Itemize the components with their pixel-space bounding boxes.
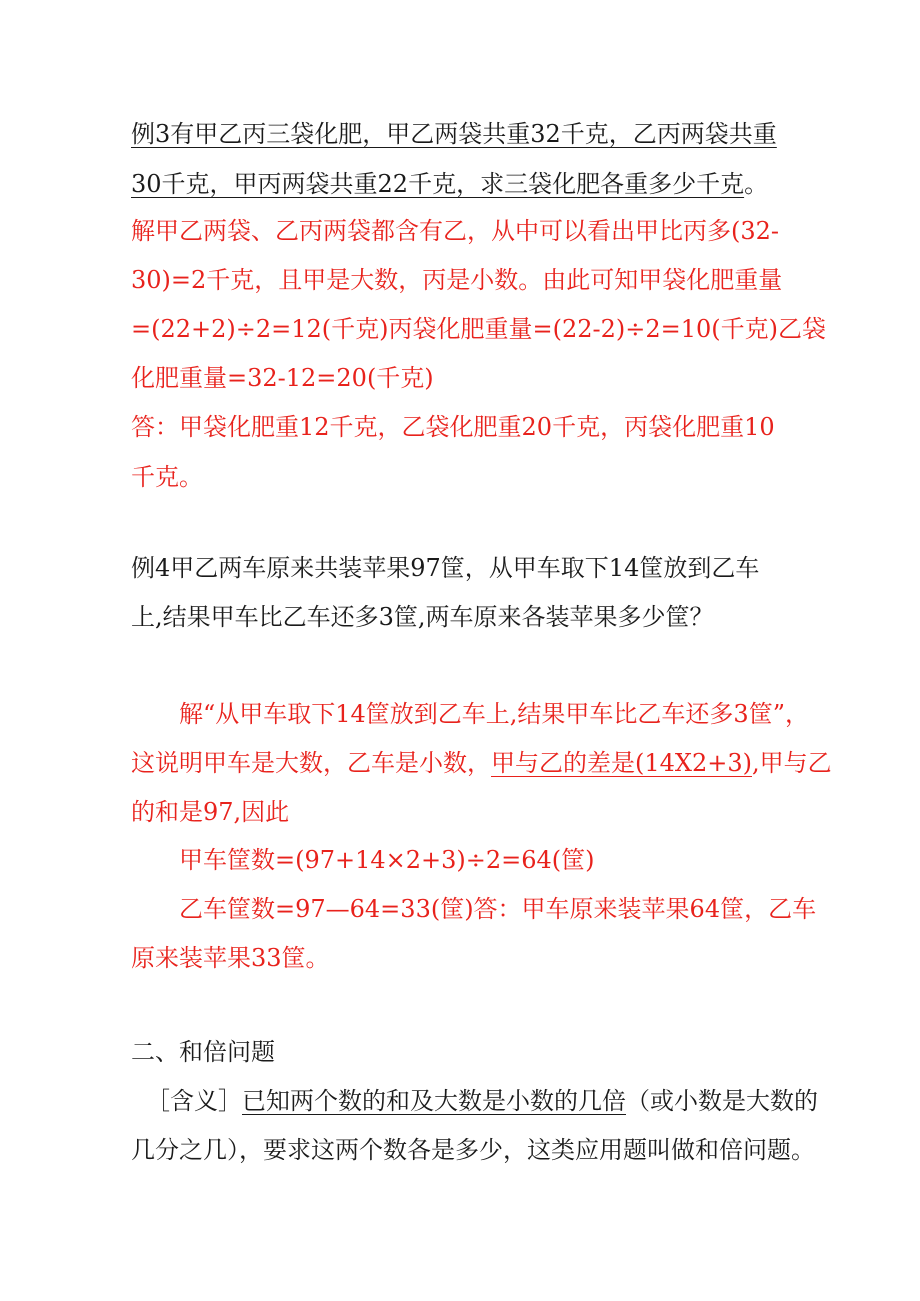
example4-solution-line3: 的和是97,因此 xyxy=(131,798,290,826)
definition-underlined: 已知两个数的和及大数是小数的几倍 xyxy=(242,1087,626,1115)
example4-calc-line1: 甲车筐数=(97+14×2+3)÷2=64(筐) xyxy=(179,846,595,874)
definition-line2: 几分之几），要求这两个数各是多少，这类应用题叫做和倍问题。 xyxy=(131,1136,815,1164)
example3-solution-line4: 化肥重量=32-12=20(千克) xyxy=(131,364,434,392)
example4-problem-line2: 上,结果甲车比乙车还多3筐,两车原来各装苹果多少筐？ xyxy=(131,603,714,631)
example4-solution-line2-a: 这说明甲车是大数，乙车是小数， xyxy=(131,749,491,777)
example3-solution-line3: =(22+2)÷2=12(千克)丙袋化肥重量=(22-2)÷2=10(千克)乙袋 xyxy=(131,315,827,343)
example3-problem-line1: 例3有甲乙丙三袋化肥，甲乙两袋共重32千克，乙丙两袋共重 xyxy=(131,120,777,148)
example4-problem-line1: 例4甲乙两车原来共装苹果97筐，从甲车取下14筐放到乙车 xyxy=(131,554,760,582)
example4-calc-line3: 原来装苹果33筐。 xyxy=(131,944,330,972)
definition-rest: （或小数是大数的 xyxy=(626,1087,818,1115)
example3-solution-line2: 30)=2千克，且甲是大数，丙是小数。由此可知甲袋化肥重量 xyxy=(131,266,783,294)
example3-solution-line1: 解甲乙两袋、乙丙两袋都含有乙，从中可以看出甲比丙多(32- xyxy=(131,217,780,245)
example3-answer-line2: 千克。 xyxy=(131,463,203,491)
example3-answer-line1: 答：甲袋化肥重12千克，乙袋化肥重20千克，丙袋化肥重10 xyxy=(131,413,775,441)
example4-solution-line2-c: ,甲与乙 xyxy=(752,749,832,777)
example3-problem-end: 。 xyxy=(744,170,769,198)
definition-line1 xyxy=(146,1084,818,1118)
example4-calc-line2: 乙车筐数=97—64=33(筐)答：甲车原来装苹果64筐，乙车 xyxy=(179,895,817,923)
section-heading: 二、和倍问题 xyxy=(131,1038,275,1066)
definition-label: ［含义］ xyxy=(146,1087,242,1115)
example4-solution-line2 xyxy=(131,746,832,780)
example4-solution-difference: 甲与乙的差是(14X2+3) xyxy=(491,749,752,777)
example3-problem-line2-text: 30千克，甲丙两袋共重22千克，求三袋化肥各重多少千克 xyxy=(131,170,745,198)
example3-problem-line2 xyxy=(131,167,768,201)
example4-solution-line1: 解“从甲车取下14筐放到乙车上,结果甲车比乙车还多3筐”， xyxy=(179,700,809,728)
